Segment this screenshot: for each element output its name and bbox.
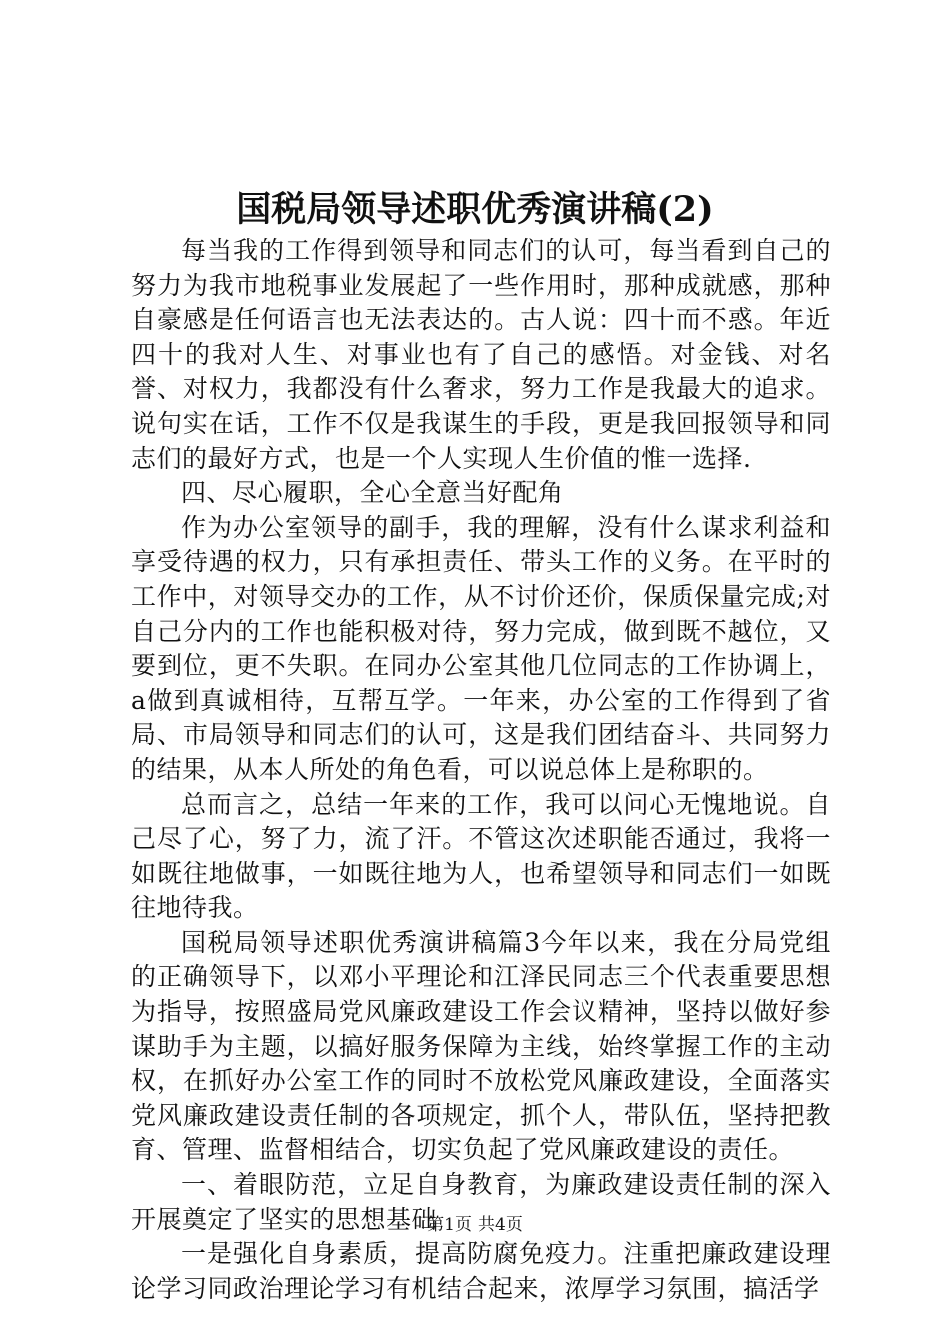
- document-title: 国税局领导述职优秀演讲稿(2): [236, 189, 714, 230]
- page-total: 共4页: [478, 1215, 523, 1235]
- paragraph-5: 一是强化自身素质，提高防腐免疫力。注重把廉政建设理论学习同政治理论学习有机结合起来，浓厚学习氛围，搞活学: [131, 1239, 831, 1303]
- paragraph-2: 作为办公室领导的副手，我的理解，没有什么谋求利益和享受待遇的权力，只有承担责任、带头工作的义务。在平时的工作中，对领导交办的工作，从不讨价还价，保质保量完成;对自己分内的工作也能积极对待，努力完成，做到既不越位，又要到位，更不失职。在同办公室其他几位同志的工作协调上，a做到真诚相待，互帮互学。一年来，办公室的工作得到了省局、市局领导和同志们的认可，这是我们团结奋斗、共同努力的结果，从本人所处的角色看，可以说总体上是称职的。: [131, 512, 831, 784]
- section-heading-1: 一、着眼防范，立足自身教育，为廉政建设责任制的深入开展奠定了坚实的思想基础: [131, 1170, 831, 1234]
- page-footer: [0, 1213, 950, 1237]
- paragraph-1: 每当我的工作得到领导和同志们的认可，每当看到自己的努力为我市地税事业发展起了一些作用时，那种成就感，那种自豪感是任何语言也无法表达的。古人说：四十而不惑。年近四十的我对人生、对事业也有了自己的感悟。对金钱、对名誉、对权力，我都没有什么奢求，努力工作是我最大的追求。说句实在话，工作不仅是我谋生的手段，更是我回报领导和同志们的最好方式，也是一个人实现人生价值的惟一选择.: [131, 236, 831, 473]
- paragraph-3: 总而言之，总结一年来的工作，我可以问心无愧地说。自己尽了心，努了力，流了汗。不管这次述职能否通过，我将一如既往地做事，一如既往地为人，也希望领导和同志们一如既往地待我。: [131, 789, 831, 923]
- page-number: 第1页: [427, 1215, 472, 1235]
- paragraph-4: 国税局领导述职优秀演讲稿篇3今年以来，我在分局党组的正确领导下，以邓小平理论和江泽民同志三个代表重要思想为指导，按照盛局党风廉政建设工作会议精神，坚持以做好参谋助手为主题，以搞好服务保障为主线，始终掌握工作的主动权，在抓好办公室工作的同时不放松党风廉政建设，全面落实党风廉政建设责任制的各项规定，抓个人，带队伍，坚持把教育、管理、监督相结合，切实负起了党风廉政建设的责任。: [131, 927, 831, 1165]
- section-heading-4: 四、尽心履职，全心全意当好配角: [181, 478, 564, 508]
- document-body: [131, 234, 831, 1306]
